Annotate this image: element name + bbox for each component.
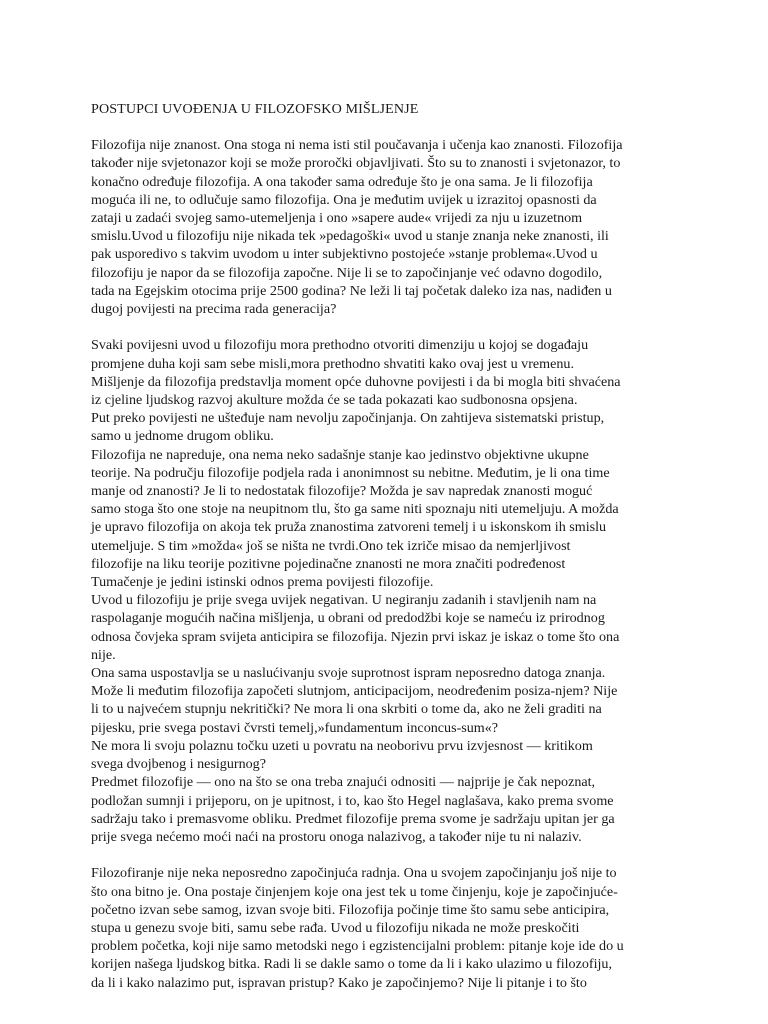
text-line: početno izvan sebe samog, izvan svoje biti. Filozofija počinje time što samu sebe anticipira, <box>91 901 610 918</box>
paragraph-gap <box>91 846 691 864</box>
document-text <box>91 136 691 992</box>
text-line: Ona sama uspostavlja se u naslućivanju svoje suprotnost ispram neposredno datoga znanja. <box>91 665 606 682</box>
text-line: Može li međutim filozofija započeti slutnjom, anticipacijom, neodređenim posiza-njem? Nije <box>91 683 618 700</box>
text-line: Mišljenje da filozofija predstavlja moment opće duhovne povijesti i da bi mogla biti shvaćena <box>91 373 621 390</box>
text-line: li to u najvećem stupnju nekritički? Ne mora li ona skrbiti o tome da, ako ne želi graditi na <box>91 701 602 718</box>
text-line: promjene duha koji sam sebe misli,mora prethodno shvatiti kako ovaj jest u vremenu. <box>91 355 574 372</box>
text-line: konačno određuje filozofija. A ona također sama određuje što je ona sama. Je li filozofija <box>91 173 593 190</box>
text-line: Uvod u filozofiju je prije svega uvijek negativan. U negiranju zadanih i stavljenih nam na <box>91 592 597 609</box>
text-line: Filozofiranje nije neka neposredno započinjuća radnja. Ona u svojem započinjanju još nije to <box>91 865 617 882</box>
text-line: Filozofija nije znanost. Ona stoga ni nema isti stil poučavanja i učenja kao znanosti. Filozofija <box>91 137 623 154</box>
text-line: moguća ili ne, to odlučuje samo filozofija. Ona je međutim uvijek u izrazitoj opasnosti da <box>91 191 597 208</box>
text-line: utemeljuje. S tim »možda« još se ništa ne tvrdi.Ono tek izriče misao da nemjerljivost <box>91 537 571 554</box>
paragraph-gap <box>91 318 691 336</box>
text-line: nije. <box>91 646 116 663</box>
text-line: Filozofija ne napreduje, ona nema neko sadašnje stanje kao jedinstvo objektivne ukupne <box>91 446 589 463</box>
text-line: tada na Egejskim otocima prije 2500 godina? Ne leži li taj početak daleko iza nas, nadiđen u <box>91 282 612 299</box>
text-line: filozofiju je napor da se filozofija započne. Nije li se to započinjanje već odavno dogodilo, <box>91 264 603 281</box>
text-line: da li i kako nalazimo put, ispravan pristup? Kako je započinjemo? Nije li pitanje i to što <box>91 974 587 991</box>
text-line: zataji u zadaći svojeg samo-utemeljenja i ono »sapere aude« vrijedi za nju u izuzetnom <box>91 210 583 227</box>
text-line: Put preko povijesti ne uštеđuje nam nevolju započinjanja. On zahtijeva sistematski pristup, <box>91 410 605 427</box>
text-line: manje od znanosti? Je li to nedostatak filozofije? Možda je sav napredak znanosti moguć <box>91 483 593 500</box>
text-line: teorije. Na području filozofije podjela rada i anonimnost su nebitne. Međutim, je li ona time <box>91 464 610 481</box>
text-line: je upravo filozofija on akoja tek pruža znanostima zatvoreni temelj i u iskonskom ih smislu <box>91 519 607 536</box>
text-line: podložan sumnji i prijeporu, on je upitnost, i to, kao što Hegel naglašava, kako prema svome <box>91 792 614 809</box>
text-line: pak usporedivo s takvim uvodom u inter subjektivno postojeće »stanje problema«.Uvod u <box>91 246 598 263</box>
text-line: stupa u genezu svoje biti, samu sebe rađa. Uvod u filozofiju nikada ne može preskočiti <box>91 919 580 936</box>
text-line: filozofije na liku teorije pozitivne pojedinačne znanosti ne mora značiti podređenost <box>91 555 566 572</box>
text-line: Ne mora li svoju polaznu točku uzeti u povratu na neoborivu prvu izvjesnost — kritikom <box>91 737 593 754</box>
document-body <box>91 100 691 992</box>
text-line: samo u jednome drugom obliku. <box>91 428 274 445</box>
text-line: što ona bitno je. Ona postaje činjenjem koje ona jest tek u tome činjenju, koje je započinjuće- <box>91 883 618 900</box>
text-line: odnosa čovjeka spram svijeta anticipira se filozofija. Njezin prvi iskaz je iskaz o tome što ona <box>91 628 620 645</box>
text-line: smislu.Uvod u filozofiju nije nikada tek »pedagoški« uvod u stanje znanja neke znanosti, ili <box>91 228 609 245</box>
text-line: Tumačenje je jedini istinski odnos prema povijesti filozofije. <box>91 574 434 591</box>
text-line: iz cjeline ljudskog razvoj akulture možda će se tada pokazati kao sudbonosna opsjena. <box>91 392 578 409</box>
text-line: korijen našega ljudskog bitka. Radi li se dakle samo o tome da li i kako ulazimo u filozofiju, <box>91 956 612 973</box>
text-line: također nije svjetonazor koji se može proročki objavljivati. Što su to znanosti i svjetonazor, to <box>91 155 621 172</box>
text-line: Svaki povijesni uvod u filozofiju mora prethodno otvoriti dimenziju u kojoj se događaju <box>91 337 589 354</box>
text-line: prije svega nećemo moći naći na prostoru onoga nalazivog, a također nije tu ni nalaziv. <box>91 828 582 845</box>
document-title: POSTUPCI UVOĐENJA U FILOZOFSKO MIŠLJENJE <box>91 101 419 117</box>
text-line: sadržaju tako i premasvome obliku. Predmet filozofije prema svome je sadržaju upitan jer ga <box>91 810 615 827</box>
text-line: samo stoga što one stoje na neupitnom tlu, što ga same niti spoznaju niti utemeljuju. A možda <box>91 501 619 518</box>
text-line: Predmet filozofije — ono na što se ona treba znajući odnositi — najprije je čak nepoznat, <box>91 774 596 791</box>
text-line: dugoj povijesti na precima rada generacija? <box>91 301 337 318</box>
text-line: svega dvojbenog i nesigurnog? <box>91 756 266 773</box>
text-line: problem početka, koji nije samo metodski nego i egzistencijalni problem: pitanje koje ide do u <box>91 938 624 955</box>
text-line: pijesku, prie svega postavi čvrsti temelj,»fundamentum inconcus-sum«? <box>91 719 499 736</box>
text-line: raspolaganje mogućih načina mišljenja, u obrani od predodžbi koje se nameću iz prirodnog <box>91 610 605 627</box>
